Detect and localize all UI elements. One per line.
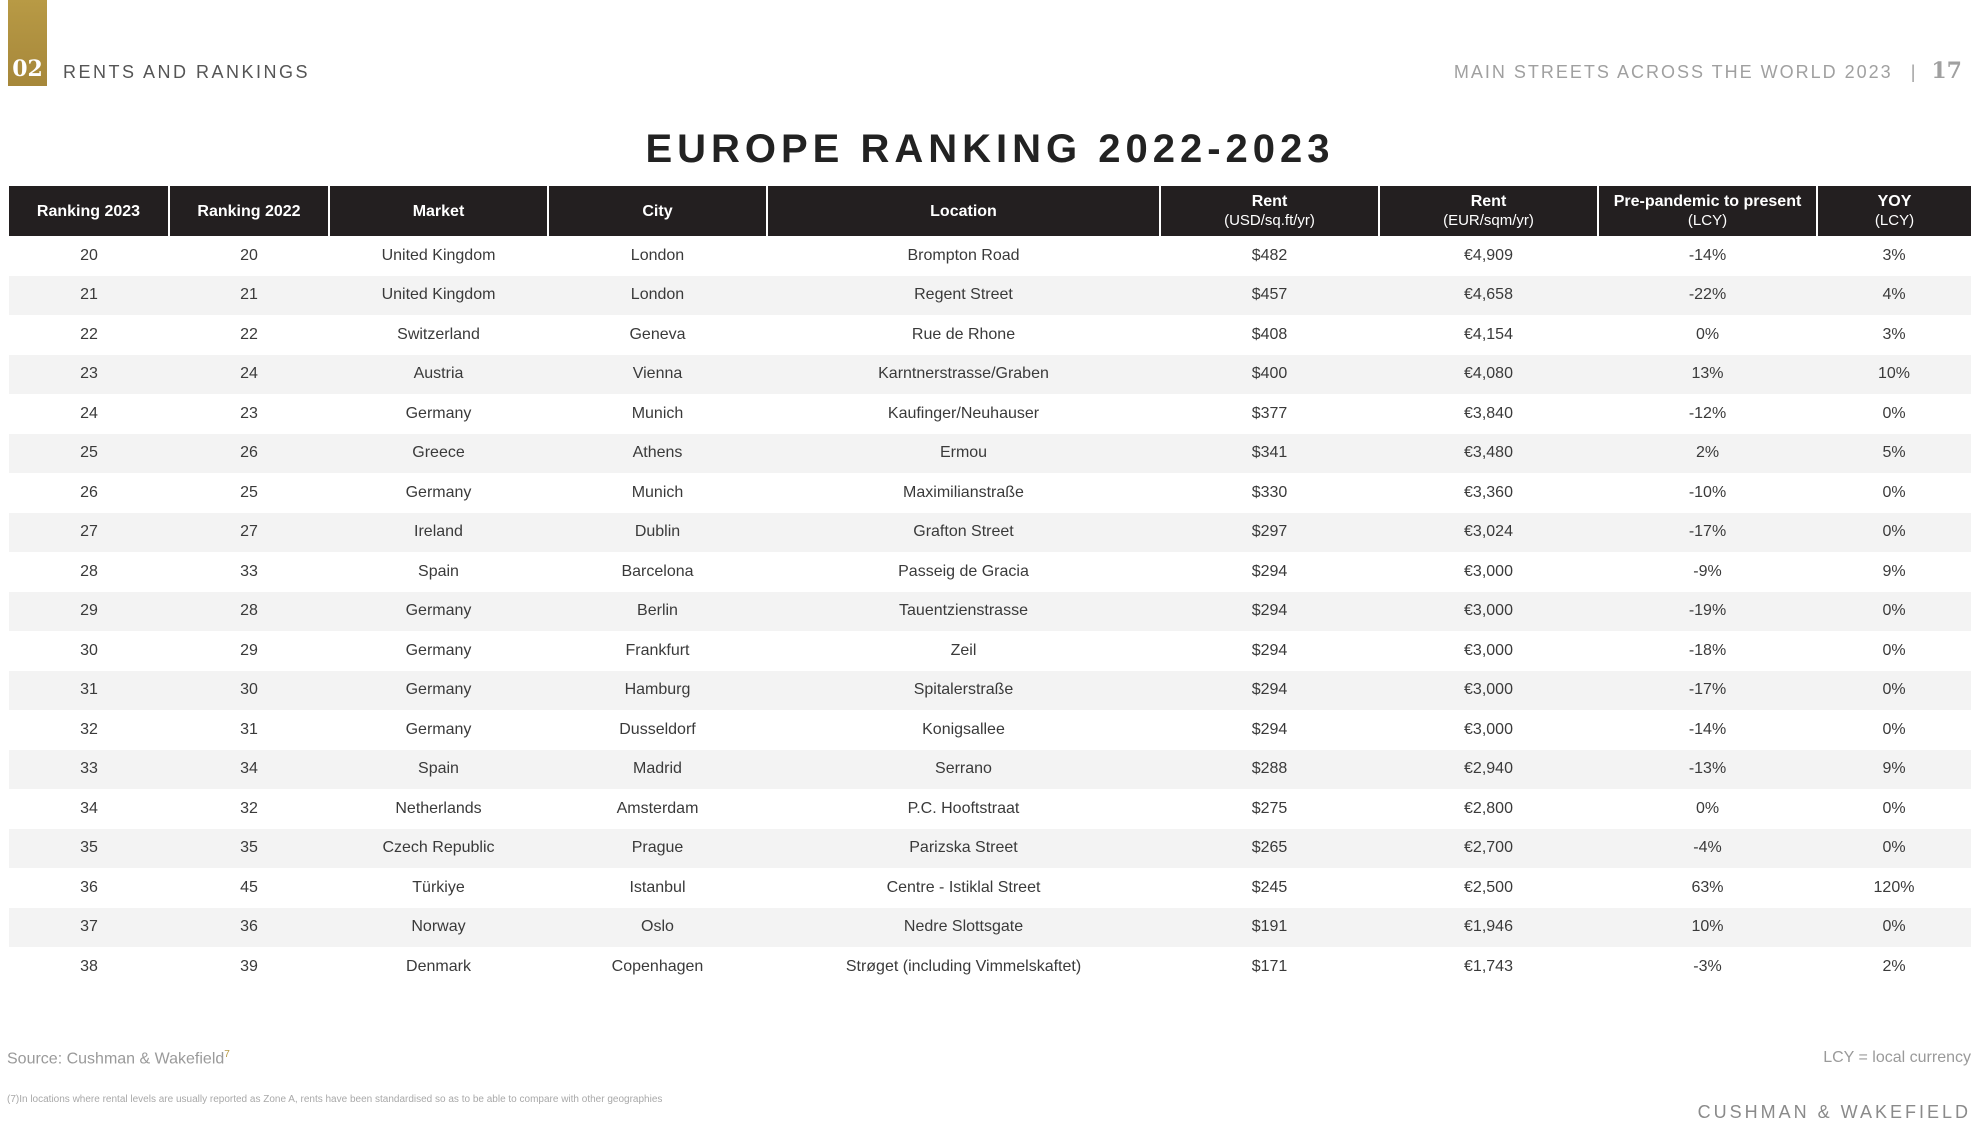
table-cell: 0% xyxy=(1882,641,1906,659)
table-cell: -13% xyxy=(1598,750,1817,790)
table-cell: $297 xyxy=(1160,513,1379,553)
table-cell: $400 xyxy=(1160,355,1379,395)
table-cell: 0% xyxy=(1817,829,1971,869)
table-cell: Dusseldorf xyxy=(619,720,696,738)
table-cell: Centre - Istiklal Street xyxy=(886,878,1041,896)
table-cell: $330 xyxy=(1251,483,1288,501)
table-cell: -3% xyxy=(1693,957,1722,975)
table-cell: Maximilianstraße xyxy=(903,483,1024,501)
page-title: EUROPE RANKING 2022-2023 xyxy=(645,127,1335,171)
source-text: Source: Cushman & Wakefield xyxy=(7,1050,225,1068)
table-cell: $377 xyxy=(1251,404,1288,422)
table-cell: 120% xyxy=(1873,878,1915,896)
table-cell: 31 xyxy=(9,671,169,711)
column-header xyxy=(329,186,548,236)
table-cell: 32 xyxy=(240,799,258,817)
table-cell: 21 xyxy=(9,276,169,316)
source-footnote-marker: 7 xyxy=(224,1049,230,1060)
table-cell: €3,000 xyxy=(1464,641,1513,659)
table-cell: 0% xyxy=(1882,720,1906,738)
table-cell: Munich xyxy=(631,483,684,501)
table-cell: $294 xyxy=(1251,720,1288,738)
table-cell: 33 xyxy=(9,750,169,790)
table-cell: Hamburg xyxy=(548,671,767,711)
table-cell: 36 xyxy=(169,908,329,948)
table-cell: 24 xyxy=(169,355,329,395)
table-cell: 28 xyxy=(80,562,98,580)
table-cell: -19% xyxy=(1598,592,1817,632)
table-cell: 36 xyxy=(80,878,98,896)
table-cell: 0% xyxy=(1817,513,1971,553)
table-cell: Germany xyxy=(405,483,472,501)
table-cell: Copenhagen xyxy=(611,957,704,975)
column-header-unit: (LCY) xyxy=(1687,212,1728,229)
table-cell: €3,000 xyxy=(1379,592,1598,632)
table-cell: 21 xyxy=(169,276,329,316)
table-cell: 26 xyxy=(80,483,98,501)
table-row xyxy=(9,671,1971,711)
table-cell: 0% xyxy=(1695,325,1720,343)
table-cell: 27 xyxy=(169,513,329,553)
publication-header xyxy=(1454,58,1962,84)
table-row xyxy=(9,710,1971,750)
table-cell: €4,909 xyxy=(1464,246,1513,264)
table-cell: Regent Street xyxy=(767,276,1160,316)
table-cell: $171 xyxy=(1251,957,1288,975)
table-cell: 35 xyxy=(9,829,169,869)
table-cell: 34 xyxy=(80,799,98,817)
table-cell: 2% xyxy=(1882,957,1906,975)
table-cell: Spitalerstraße xyxy=(767,671,1160,711)
table-cell: $341 xyxy=(1160,434,1379,474)
table-cell: Germany xyxy=(405,720,472,738)
table-cell: 5% xyxy=(1817,434,1971,474)
table-row xyxy=(9,789,1971,829)
table-cell: Netherlands xyxy=(395,799,482,817)
table-cell: 22 xyxy=(240,325,258,343)
column-header-label: Location xyxy=(930,202,997,220)
table-cell: Frankfurt xyxy=(625,641,690,659)
table-cell: 2% xyxy=(1598,434,1817,474)
table-cell: United Kingdom xyxy=(329,276,548,316)
table-cell: Germany xyxy=(405,641,472,659)
table-cell: Austria xyxy=(329,355,548,395)
table-cell: €3,360 xyxy=(1464,483,1513,501)
table-cell: Prague xyxy=(548,829,767,869)
table-cell: 0% xyxy=(1882,404,1906,422)
table-cell: 27 xyxy=(9,513,169,553)
table-row xyxy=(9,394,1971,434)
table-cell: Rue de Rhone xyxy=(911,325,1016,343)
table-cell: Amsterdam xyxy=(616,799,699,817)
table-cell: Oslo xyxy=(548,908,767,948)
column-header xyxy=(169,186,329,236)
table-cell: Barcelona xyxy=(621,562,694,580)
table-row xyxy=(9,276,1971,316)
table-cell: -14% xyxy=(1688,720,1727,738)
table-cell: 10% xyxy=(1598,908,1817,948)
table-row xyxy=(9,552,1971,592)
table-cell: -12% xyxy=(1688,404,1727,422)
table-cell: 0% xyxy=(1817,592,1971,632)
table-cell: $265 xyxy=(1160,829,1379,869)
table-row xyxy=(9,829,1971,869)
table-cell: 32 xyxy=(80,720,98,738)
table-cell: 29 xyxy=(240,641,258,659)
table-cell: 3% xyxy=(1882,246,1906,264)
table-cell: -17% xyxy=(1598,513,1817,553)
table-cell: 34 xyxy=(169,750,329,790)
table-row xyxy=(9,513,1971,553)
table-cell: Madrid xyxy=(548,750,767,790)
table-cell: 24 xyxy=(80,404,98,422)
table-cell: Germany xyxy=(405,404,472,422)
table-cell: Konigsallee xyxy=(922,720,1005,738)
table-cell: $482 xyxy=(1251,246,1288,264)
table-cell: Norway xyxy=(329,908,548,948)
source-note xyxy=(7,1049,230,1068)
table-cell: 26 xyxy=(169,434,329,474)
table-cell: 38 xyxy=(80,957,98,975)
table-cell: Spain xyxy=(329,750,548,790)
table-cell: Parizska Street xyxy=(767,829,1160,869)
table-cell: Grafton Street xyxy=(767,513,1160,553)
table-cell: Germany xyxy=(329,671,548,711)
table-cell: -4% xyxy=(1598,829,1817,869)
table-cell: 30 xyxy=(169,671,329,711)
table-row xyxy=(9,592,1971,632)
table-cell: 25 xyxy=(240,483,258,501)
column-header xyxy=(1160,186,1379,236)
table-cell: €3,024 xyxy=(1379,513,1598,553)
table-cell: 0% xyxy=(1817,671,1971,711)
table-cell: Athens xyxy=(548,434,767,474)
table-cell: $245 xyxy=(1251,878,1288,896)
table-row xyxy=(9,315,1971,355)
column-header-label: Rent xyxy=(1470,193,1507,210)
section-title: RENTS AND RANKINGS xyxy=(63,62,311,82)
table-cell: $457 xyxy=(1160,276,1379,316)
table-row xyxy=(9,631,1971,671)
table-cell: 0% xyxy=(1882,799,1906,817)
table-cell: -22% xyxy=(1598,276,1817,316)
table-cell: Nedre Slottsgate xyxy=(767,908,1160,948)
table-row xyxy=(9,947,1971,987)
table-cell: Serrano xyxy=(767,750,1160,790)
table-cell: 25 xyxy=(9,434,169,474)
table-cell: Germany xyxy=(329,592,548,632)
table-cell: €3,000 xyxy=(1464,562,1513,580)
header-separator: | xyxy=(1910,62,1918,82)
table-cell: €3,840 xyxy=(1464,404,1513,422)
table-cell: Tauentzienstrasse xyxy=(767,592,1160,632)
table-cell: Kaufinger/Neuhauser xyxy=(887,404,1040,422)
table-cell: 20 xyxy=(80,246,98,264)
table-cell: €2,700 xyxy=(1379,829,1598,869)
table-cell: 13% xyxy=(1598,355,1817,395)
table-cell: Istanbul xyxy=(629,878,686,896)
table-cell: Spain xyxy=(418,562,459,580)
section-number: 02 xyxy=(12,56,43,82)
column-header-unit: (LCY) xyxy=(1874,212,1915,229)
table-cell: $191 xyxy=(1160,908,1379,948)
table-cell: 9% xyxy=(1817,750,1971,790)
table-cell: $288 xyxy=(1160,750,1379,790)
table-row xyxy=(9,355,1971,395)
table-cell: 22 xyxy=(80,325,98,343)
column-header xyxy=(9,186,169,236)
table-cell: Munich xyxy=(631,404,684,422)
column-header xyxy=(1379,186,1598,236)
table-cell: 0% xyxy=(1882,483,1906,501)
table-header-row xyxy=(9,186,1971,236)
table-cell: United Kingdom xyxy=(381,246,496,264)
column-header-label: Pre-pandemic to present xyxy=(1613,193,1802,210)
table-cell: €3,480 xyxy=(1379,434,1598,474)
table-cell: 10% xyxy=(1817,355,1971,395)
table-cell: -17% xyxy=(1598,671,1817,711)
table-cell: 30 xyxy=(80,641,98,659)
column-header-label: Rent xyxy=(1251,193,1288,210)
brand-logo-text: CUSHMAN & WAKEFIELD xyxy=(1697,1102,1971,1122)
table-cell: $294 xyxy=(1251,641,1288,659)
table-cell: -10% xyxy=(1688,483,1727,501)
table-cell: 3% xyxy=(1882,325,1906,343)
page-number: 17 xyxy=(1931,58,1962,84)
table-cell: €2,500 xyxy=(1464,878,1513,896)
table-cell: Ermou xyxy=(767,434,1160,474)
table-row xyxy=(9,473,1971,513)
table-cell: 63% xyxy=(1691,878,1724,896)
column-header-label: Market xyxy=(412,202,465,220)
table-row xyxy=(9,434,1971,474)
table-cell: 9% xyxy=(1882,562,1906,580)
table-cell: $408 xyxy=(1251,325,1288,343)
column-header xyxy=(767,186,1160,236)
table-cell: 37 xyxy=(9,908,169,948)
table-cell: London xyxy=(548,276,767,316)
table-cell: Geneva xyxy=(629,325,686,343)
table-cell: €4,154 xyxy=(1464,325,1513,343)
column-header xyxy=(1598,186,1817,236)
column-header xyxy=(1817,186,1971,236)
table-cell: -14% xyxy=(1688,246,1727,264)
table-cell: €3,000 xyxy=(1379,671,1598,711)
table-cell: $294 xyxy=(1160,671,1379,711)
section-number-tab xyxy=(8,0,47,86)
table-cell: 23 xyxy=(240,404,258,422)
column-header-label: YOY xyxy=(1877,193,1912,210)
table-cell: London xyxy=(630,246,685,264)
table-cell: €2,940 xyxy=(1379,750,1598,790)
table-cell: $275 xyxy=(1251,799,1288,817)
column-header-label: Ranking 2023 xyxy=(36,202,141,220)
table-cell: 0% xyxy=(1695,799,1720,817)
table-cell: 0% xyxy=(1817,908,1971,948)
table-row xyxy=(9,868,1971,908)
table-cell: Zeil xyxy=(950,641,977,659)
table-cell: Karntnerstrasse/Graben xyxy=(767,355,1160,395)
column-header-unit: (EUR/sqm/yr) xyxy=(1443,212,1534,229)
table-row xyxy=(9,236,1971,276)
table-row xyxy=(9,750,1971,790)
lcy-note: LCY = local currency xyxy=(1823,1049,1971,1066)
table-cell: 33 xyxy=(240,562,258,580)
table-cell: €4,658 xyxy=(1379,276,1598,316)
table-cell: €1,743 xyxy=(1464,957,1513,975)
footnote: (7)In locations where rental levels are usually reported as Zone A, rents have been standardised so as to be able to compare with other geographies xyxy=(7,1094,663,1105)
table-cell: Czech Republic xyxy=(329,829,548,869)
table-cell: Greece xyxy=(329,434,548,474)
publication-title: MAIN STREETS ACROSS THE WORLD 2023 xyxy=(1453,62,1893,82)
column-header-label: Ranking 2022 xyxy=(197,202,301,220)
table-cell: €3,000 xyxy=(1464,720,1513,738)
table-cell: Berlin xyxy=(548,592,767,632)
table-cell: 35 xyxy=(169,829,329,869)
table-row xyxy=(9,908,1971,948)
table-cell: -9% xyxy=(1693,562,1722,580)
table-cell: 31 xyxy=(240,720,258,738)
table-cell: Denmark xyxy=(406,957,471,975)
table-cell: -18% xyxy=(1688,641,1727,659)
column-header xyxy=(548,186,767,236)
table-cell: Strøget (including Vimmelskaftet) xyxy=(845,957,1082,975)
table-cell: 28 xyxy=(169,592,329,632)
table-cell: €2,800 xyxy=(1464,799,1513,817)
column-header-unit: (USD/sq.ft/yr) xyxy=(1224,212,1315,229)
table-cell: 23 xyxy=(9,355,169,395)
table-cell: Ireland xyxy=(329,513,548,553)
table-cell: €4,080 xyxy=(1379,355,1598,395)
table-cell: 4% xyxy=(1817,276,1971,316)
table-cell: Türkiye xyxy=(412,878,465,896)
table-cell: $294 xyxy=(1251,562,1288,580)
table-cell: 20 xyxy=(240,246,258,264)
table-body xyxy=(9,236,1971,987)
table-cell: P.C. Hooftstraat xyxy=(907,799,1020,817)
table-cell: 45 xyxy=(240,878,258,896)
table-cell: Brompton Road xyxy=(907,246,1020,264)
table-cell: 29 xyxy=(9,592,169,632)
column-header-label: City xyxy=(642,202,673,220)
ranking-table xyxy=(9,186,1971,987)
table-cell: Vienna xyxy=(548,355,767,395)
table-cell: €1,946 xyxy=(1379,908,1598,948)
table-cell: $294 xyxy=(1160,592,1379,632)
table-cell: Dublin xyxy=(548,513,767,553)
table-cell: Switzerland xyxy=(397,325,480,343)
table-cell: 39 xyxy=(240,957,258,975)
table-cell: Passeig de Gracia xyxy=(898,562,1029,580)
